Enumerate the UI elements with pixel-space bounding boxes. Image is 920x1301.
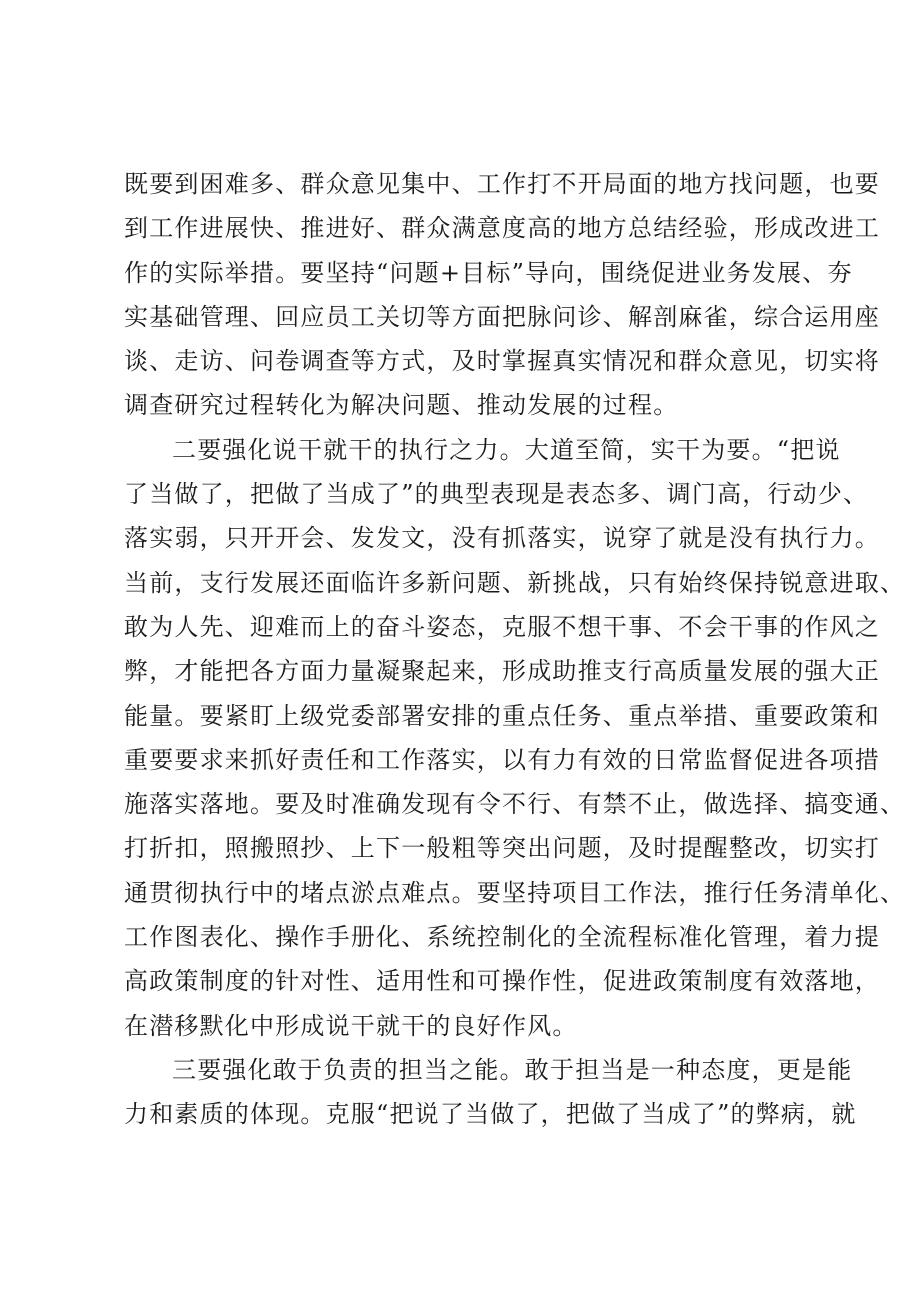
paragraph: [124, 428, 906, 1048]
text-line: 敢为人先、迎难而上的奋斗姿态，克服不想干事、不会干事的作风之: [124, 612, 880, 641]
text-line: 作的实际举措。要坚持“问题+目标”导向，围绕促进业务发展、夯: [124, 258, 853, 287]
text-line: 既要到困难多、群众意见集中、工作打不开局面的地方找问题，也要: [124, 170, 880, 198]
text-line: 调查研究过程转化为解决问题、推动发展的过程。: [124, 391, 679, 420]
text-line: 重要要求来抓好责任和工作落实，以有力有效的日常监督促进各项措: [124, 745, 880, 774]
text-line: 在潜移默化中形成说干就干的良好作风。: [124, 1011, 578, 1040]
text-line: 打折扣，照搬照抄、上下一般粗等突出问题，及时提醒整改，切实打: [124, 834, 880, 863]
paragraph: [124, 1048, 857, 1137]
text-line: 三要强化敢于负责的担当之能。敢于担当是一种态度，更是能: [172, 1055, 853, 1084]
text-line: 落实弱，只开开会、发发文，没有抓落实，说穿了就是没有执行力。: [124, 524, 880, 553]
text-line: 实基础管理、回应员工关切等方面把脉问诊、解剖麻雀，综合运用座: [124, 302, 880, 331]
text-line: 二要强化说干就干的执行之力。大道至简，实干为要。“把说: [172, 435, 841, 464]
document-body: [124, 162, 906, 1137]
text-line: 当前，支行发展还面临许多新问题、新挑战，只有始终保持锐意进取、: [124, 568, 906, 597]
text-line: 通贯彻执行中的堵点淤点难点。要坚持项目工作法，推行任务清单化、: [124, 878, 906, 907]
text-line: 高政策制度的针对性、适用性和可操作性，促进政策制度有效落地，: [124, 967, 880, 996]
text-line: 谈、走访、问卷调查等方式，及时掌握真实情况和群众意见，切实将: [124, 347, 880, 376]
text-line: 施落实落地。要及时准确发现有令不行、有禁不止，做选择、搞变通、: [124, 790, 906, 819]
text-line: 弊，才能把各方面力量凝聚起来，形成助推支行高质量发展的强大正: [124, 657, 880, 686]
paragraph: [124, 162, 880, 428]
text-line: 能量。要紧盯上级党委部署安排的重点任务、重点举措、重要政策和: [124, 701, 880, 730]
text-line: 工作图表化、操作手册化、系统控制化的全流程标准化管理，着力提: [124, 923, 880, 952]
text-line: 力和素质的体现。克服“把说了当做了，把做了当成了”的弊病，就: [124, 1100, 857, 1129]
text-line: 了当做了，把做了当成了”的典型表现是表态多、调门高，行动少、: [124, 480, 869, 509]
text-line: 到工作进展快、推进好、群众满意度高的地方总结经验，形成改进工: [124, 214, 880, 243]
